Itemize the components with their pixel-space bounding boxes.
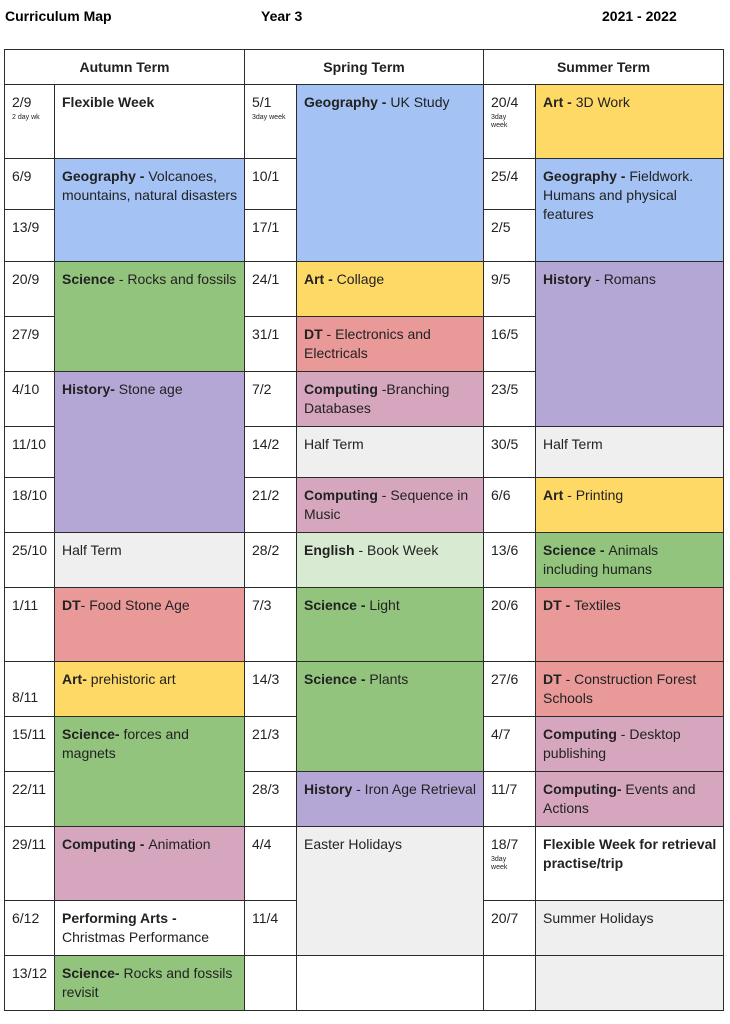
date-cell: 7/3 xyxy=(245,588,297,662)
topic-cell: Computing - Sequence in Music xyxy=(297,478,484,533)
date-cell: 13/9 xyxy=(5,210,55,262)
table-row xyxy=(5,85,724,159)
date-cell: 20/4 3day week xyxy=(484,85,536,159)
autumn-term-header: Autumn Term xyxy=(5,50,245,85)
table-row xyxy=(5,662,724,717)
page-title: Curriculum Map xyxy=(5,8,112,24)
date-cell: 20/7 xyxy=(484,901,536,956)
empty-cell xyxy=(484,956,536,1011)
date-cell: 18/10 xyxy=(5,478,55,533)
topic-cell: Computing- Events and Actions xyxy=(536,772,724,827)
date-cell: 4/7 xyxy=(484,717,536,772)
date-cell: 2/5 xyxy=(484,210,536,262)
summer-term-header: Summer Term xyxy=(484,50,724,85)
date-cell: 21/3 xyxy=(245,717,297,772)
topic-cell: Geography - Volcanoes, mountains, natural disasters xyxy=(55,159,245,262)
date-cell: 29/11 xyxy=(5,827,55,901)
spring-term-header: Spring Term xyxy=(245,50,484,85)
academic-year: 2021 - 2022 xyxy=(602,8,677,24)
table-row xyxy=(5,262,724,317)
date-cell: 4/10 xyxy=(5,372,55,427)
topic-cell: Performing Arts - Christmas Performance xyxy=(55,901,245,956)
date-cell: 28/3 xyxy=(245,772,297,827)
date-cell: 2/9 2 day wk xyxy=(5,85,55,159)
date-cell: 17/1 xyxy=(245,210,297,262)
topic-cell: DT - Electronics and Electricals xyxy=(297,317,484,372)
topic-cell: Computing -Branching Databases xyxy=(297,372,484,427)
date-cell: 27/6 xyxy=(484,662,536,717)
topic-cell: Science - Animals including humans xyxy=(536,533,724,588)
date-cell: 9/5 xyxy=(484,262,536,317)
date-cell: 8/11 xyxy=(5,662,55,717)
year-label: Year 3 xyxy=(261,8,303,24)
date-cell: 15/11 xyxy=(5,717,55,772)
topic-cell: Art - Collage xyxy=(297,262,484,317)
topic-cell: Computing - Animation xyxy=(55,827,245,901)
date-cell: 6/6 xyxy=(484,478,536,533)
topic-cell: Science- forces and magnets xyxy=(55,717,245,827)
topic-cell: Science - Plants xyxy=(297,662,484,772)
empty-cell xyxy=(245,956,297,1011)
topic-cell: DT - Construction Forest Schools xyxy=(536,662,724,717)
date-cell: 20/9 xyxy=(5,262,55,317)
date-cell: 28/2 xyxy=(245,533,297,588)
topic-cell: Art - 3D Work xyxy=(536,85,724,159)
table-row xyxy=(5,588,724,662)
table-row xyxy=(5,956,724,1011)
empty-cell xyxy=(297,956,484,1011)
table-row xyxy=(5,533,724,588)
topic-cell: History- Stone age xyxy=(55,372,245,533)
topic-cell: Computing - Desktop publishing xyxy=(536,717,724,772)
date-cell: 23/5 xyxy=(484,372,536,427)
date-cell: 27/9 xyxy=(5,317,55,372)
date-cell: 24/1 xyxy=(245,262,297,317)
table-header-row xyxy=(5,50,724,85)
date-cell: 6/12 xyxy=(5,901,55,956)
date-cell: 21/2 xyxy=(245,478,297,533)
date-cell: 7/2 xyxy=(245,372,297,427)
date-cell: 20/6 xyxy=(484,588,536,662)
topic-cell: English - Book Week xyxy=(297,533,484,588)
date-cell: 10/1 xyxy=(245,159,297,210)
topic-cell: Half Term xyxy=(536,427,724,478)
date-cell: 30/5 xyxy=(484,427,536,478)
date-cell: 14/2 xyxy=(245,427,297,478)
date-cell: 25/10 xyxy=(5,533,55,588)
date-cell: 6/9 xyxy=(5,159,55,210)
topic-cell: Half Term xyxy=(297,427,484,478)
date-cell: 22/11 xyxy=(5,772,55,827)
topic-cell: Art- prehistoric art xyxy=(55,662,245,717)
topic-cell: Geography - UK Study xyxy=(297,85,484,262)
date-cell: 4/4 xyxy=(245,827,297,901)
topic-cell: DT - Textiles xyxy=(536,588,724,662)
date-cell: 13/6 xyxy=(484,533,536,588)
curriculum-table xyxy=(4,49,724,1011)
topic-cell: History - Iron Age Retrieval xyxy=(297,772,484,827)
topic-cell: Geography - Fieldwork. Humans and physical features xyxy=(536,159,724,262)
date-cell: 1/11 xyxy=(5,588,55,662)
topic-cell: Art - Printing xyxy=(536,478,724,533)
date-cell: 5/1 3day week xyxy=(245,85,297,159)
date-cell: 11/10 xyxy=(5,427,55,478)
topic-cell: DT- Food Stone Age xyxy=(55,588,245,662)
empty-cell xyxy=(536,956,724,1011)
date-cell: 13/12 xyxy=(5,956,55,1011)
topic-cell: Easter Holidays xyxy=(297,827,484,956)
table-row xyxy=(5,827,724,901)
topic-cell: Half Term xyxy=(55,533,245,588)
topic-cell: History - Romans xyxy=(536,262,724,427)
date-cell: 18/7 3day week xyxy=(484,827,536,901)
date-cell: 16/5 xyxy=(484,317,536,372)
date-cell: 14/3 xyxy=(245,662,297,717)
topic-cell: Summer Holidays xyxy=(536,901,724,956)
topic-cell: Science- Rocks and fossils revisit xyxy=(55,956,245,1011)
topic-cell: Flexible Week for retrieval practise/trip xyxy=(536,827,724,901)
date-cell: 25/4 xyxy=(484,159,536,210)
date-cell: 11/4 xyxy=(245,901,297,956)
topic-cell: Science - Light xyxy=(297,588,484,662)
date-cell: 11/7 xyxy=(484,772,536,827)
date-cell: 31/1 xyxy=(245,317,297,372)
topic-cell: Science - Rocks and fossils xyxy=(55,262,245,372)
topic-cell: Flexible Week xyxy=(55,85,245,159)
